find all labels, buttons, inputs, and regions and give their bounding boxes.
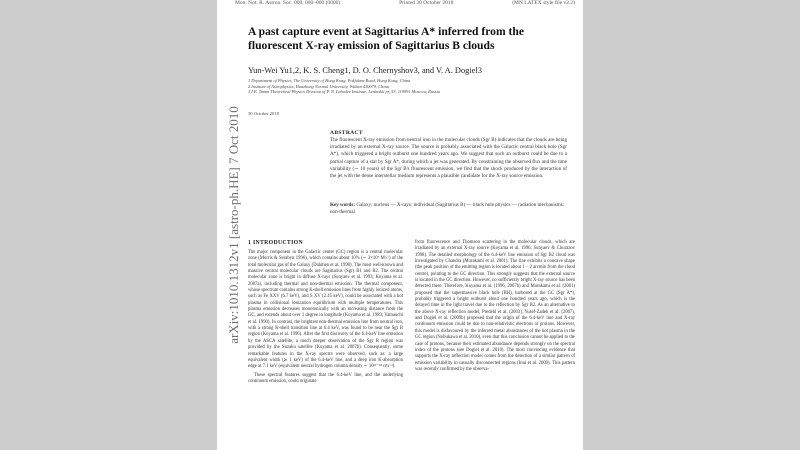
right-column bbox=[415, 240, 575, 375]
intro-paragraph-2: These spectral features suggest that the 6.4-keV line, and the underlying continuum emission, could originate bbox=[248, 372, 403, 384]
abstract-heading: ABSTRACT bbox=[330, 130, 363, 136]
paper-date: 30 October 2018 bbox=[248, 111, 279, 116]
keywords-label: Key words: bbox=[330, 202, 356, 208]
paper-title: A past capture event at Sagittarius A* inferred from the fluorescent X-ray emission of Sagittarius B clouds bbox=[248, 25, 524, 52]
intro-paragraph-1: The major component in the Galactic center (GC) region is a central molecular zone (Morris & Serabyn 1996), which contains about 10% (∼ 3×10⁷ M☉) of the total molecular gas of the Galaxy (Dahmen et al. 1998). The most well-known and massive central molecular clouds are Sagittarius (Sgr) B1 and B2. The central molecular zone is bright in diffuse X-rays (Sunyaev et al. 1993; Koyama et al. 2007a), including thermal and non-thermal emission. The thermal component, whose spectrum contains strong K-shell emission lines from highly ionized atoms, such as Fe XXV (6.7 keV), and S XV (2.45 keV), could be associated with a hot plasma in collisional ionization equilibrium with multiple temperatures. This plasma emission decreases monotonically with an increasing distance from the GC, and extends about over 1 degree in longitude (Koyama et al. 1989; Yamauchi et al. 1990). In contrast, the brightest non-thermal emission line from neutral iron, with a strong K-shell transition line at 6.4 keV, was found to be near the Sgr B region (Koyama et al. 1996). After the first discovery of the 6.4-keV line emission by the ASCA satellite, a much deeper observation of the Sgr B region was provided by the Suzaku satellite (Koyama et al. 2007b). Consequently, some remarkable features in the X-ray spectra were observed, such as: a large equivalent width (≳ 1 keV) of the 6.4-keV line, and a deep iron K-absorption edge at 7.1 keV (equivalent neutral hydrogen column density ∼ 10²³⁻²⁴ cm⁻²). bbox=[248, 250, 403, 370]
abstract-text: The fluorescent X-ray emission from neutral iron in the molecular clouds (Sgr B) indicates that the clouds are being irradiated by an external X-ray source. The source is probably associated with the Galactic central black hole (Sgr A*), which triggered a bright outburst one hundred years ago. We suggest that such an outburst could be due to a partial capture of a star by Sgr A*, during which a jet was generated. By constraining the observed flux and the time variability (∼ 10 years) of the Sgr B's fluorescent emission, we find that the shock produced by the interaction of the jet with the dense interstellar medium represents a plausible candidate for the X-ray source emission. bbox=[330, 137, 567, 180]
print-date: Printed 30 October 2018 bbox=[399, 0, 454, 6]
keywords-text: Galaxy: nucleus — X-rays: individual (Sagittarius B) — black hole physics — radiation mechanisms: non-thermal bbox=[330, 202, 565, 216]
arxiv-id: arXiv:1010.1312v1 [astro-ph.HE] 7 Oct 2010 bbox=[226, 106, 241, 344]
keywords bbox=[330, 202, 567, 216]
affiliations bbox=[248, 78, 440, 95]
paper-page bbox=[217, 0, 583, 450]
affiliation-1: 1 Department of Physics, The University of Hong Kong, Pokfulam Road, Hong Kong, China bbox=[248, 78, 411, 83]
author-list: Yun-Wei Yu1,2, K. S. Cheng1, D. O. Chernyshov3, and V. A. Dogiel3 bbox=[248, 66, 482, 75]
journal-citation: Mon. Not. R. Astron. Soc. 000, 000–000 (0000) bbox=[235, 0, 341, 6]
affiliation-3: 3 I.E. Tamm Theoretical Physics Division of P. N. Lebedev Institute, Leninskii pr, 53, 119991 Moscow, Russia bbox=[248, 89, 440, 95]
section-heading: 1 INTRODUCTION bbox=[248, 240, 303, 246]
right-column-paragraph: from fluorescence and Thomson scattering in the molecular clouds, which are irradiated by an external X-ray source (Koyama et al. 1996; Sunyaev & Churazov 1998). The detailed morphology of the 6.4-keV line emission of Sgr B2 cloud was investigated by Chandra (Murakami et al. 2001). The line exhibits a concave shape (the peak position of the emitting region is located about 1 − 2 arcmin from the cloud centre), pointing to the GC direction. This strongly suggests that the external source is located in the GC direction. However, no sufficiently bright X-ray source has been detected there. Therefore, Koyama et al. (1996, 2007b) and Murakami et al. (2001) proposed that the supermassive black hole (BH), harbored at the GC (Sgr A*), probably triggered a bright outburst about one hundred years ago, which is the delayed time in the light travel due to the reflection by Sgr B2. As an alternative to the above X-ray reflection model, Predehl et al. (2003), Yusef-Zadeh et al. (2007), and Dogiel et al. (2009b) proposed that the origin of the 6.4-keV line and X-ray continuum emission could be due to non-relativistic electrons or protons. However, this model is disfavoured by the inferred metal abundances of the hot plasma in the GC region (Nobukawa et al. 2010), even that this conclusion cannot be applied to the case of protons, because their estimated abundance depends strongly on the spectral index of the protons (see Dogiel et al. 2010). The most convincing evidence that supports the X-ray reflection model comes from the detection of a similar pattern of emission variability in causally disconnected regions (Inui et al. 2009). This pattern was recently confirmed by the observa- bbox=[415, 240, 575, 372]
style-file: (MN LATEX style file v2.2) bbox=[512, 0, 575, 6]
left-column bbox=[248, 240, 403, 387]
journal-header bbox=[235, 0, 575, 6]
arxiv-stamp bbox=[227, 60, 241, 390]
affiliation-2: 2 Institute of Astrophysics, Huazhong Normal University, Wuhan 430079, China bbox=[248, 83, 389, 89]
